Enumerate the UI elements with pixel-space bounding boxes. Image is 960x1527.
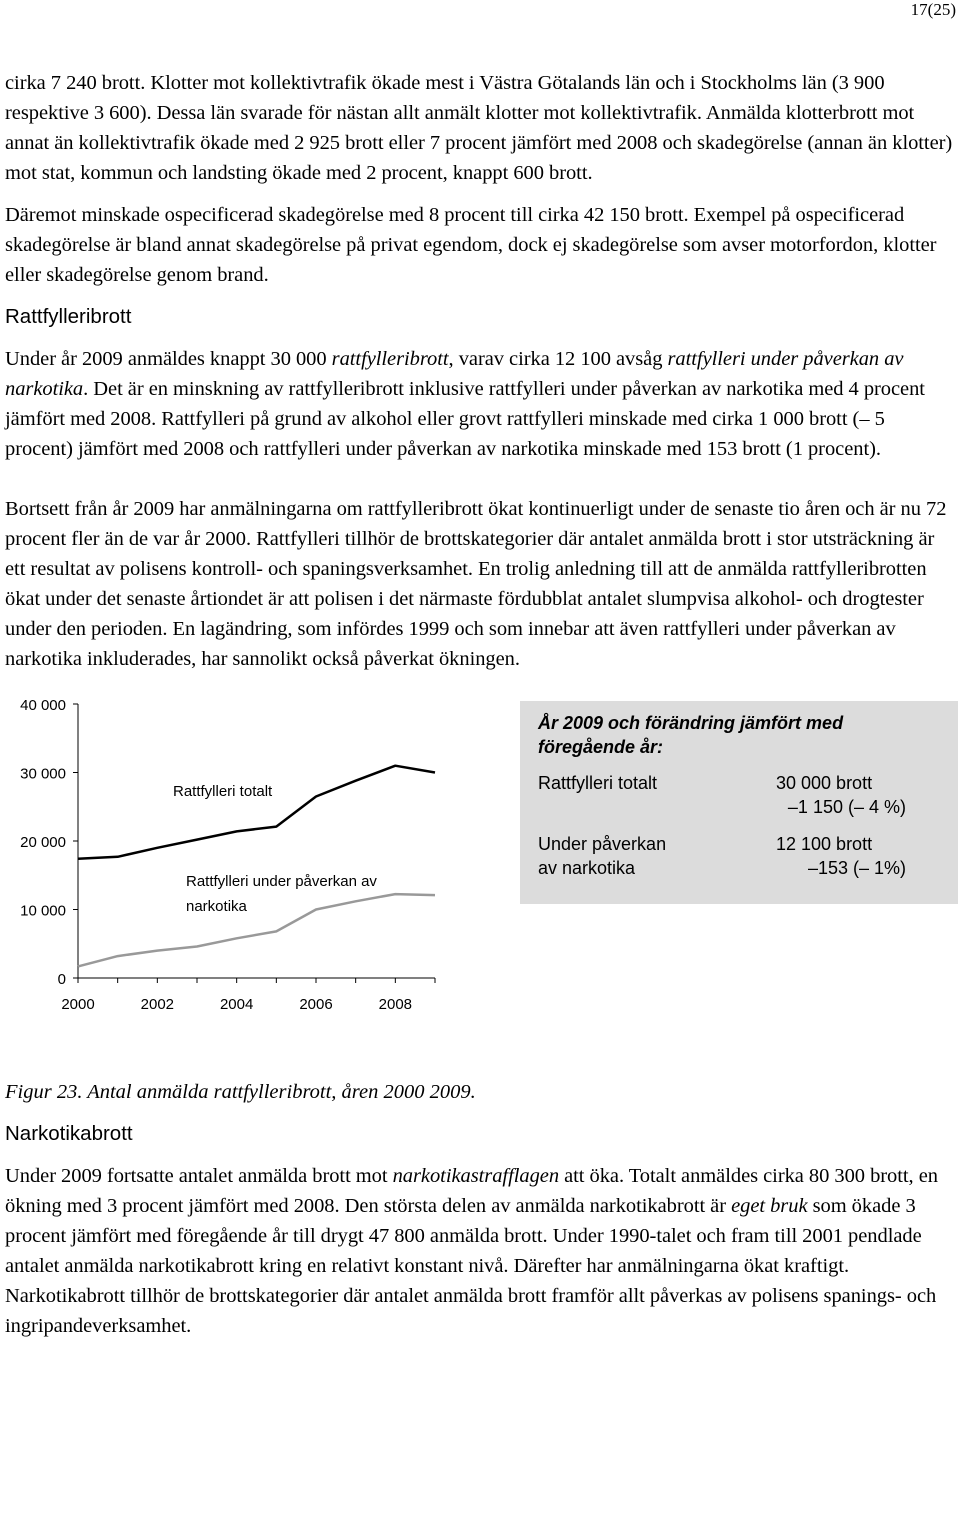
series-annotation: Rattfylleri totalt [173, 783, 273, 800]
info-row2-label-line2: av narkotika [538, 858, 636, 878]
info-box [520, 701, 958, 904]
info-row1-change: –1 150 (– 4 %) [787, 797, 906, 817]
term-eget-bruk: eget bruk [731, 1195, 808, 1217]
term-rattfylleribrott: rattfylleribrott [331, 348, 449, 370]
series-annotation: narkotika [186, 898, 247, 915]
document-body [5, 68, 953, 1341]
figure-rattfylleri [5, 698, 953, 1073]
x-tick-label: 2004 [219, 996, 254, 1013]
y-tick-label: 30 000 [20, 765, 66, 783]
info-row2-change: –153 (– 1%) [807, 858, 906, 878]
paragraph-rattfylleri-1: Under år 2009 anmäldes knappt 30 000 rattfylleribrott, varav cirka 12 100 avsåg rattfylleri under påverkan av narkotika. Det är en minskning av rattfylleribrott inklusive rattfylleri under påverkan av narkotika med 4 procent jämfört med 2008. Rattfylleri på grund av alkohol eller grovt rattfylleri minskade med cirka 1 000 brott (– 5 procent) jämfört med 2008 och rattfylleri under påverkan av narkotika minskade med 153 brott (1 procent). [5, 348, 925, 460]
series-line-0 [78, 766, 435, 859]
term-narkotikastrafflagen: narkotikastrafflagen [392, 1165, 560, 1187]
figure-caption: Figur 23. Antal anmälda rattfylleribrott, åren 2000 2009. [5, 1081, 476, 1103]
info-row1-label: Rattfylleri totalt [538, 773, 658, 793]
line-chart [0, 698, 440, 1028]
series-annotation: Rattfylleri under påverkan av [186, 873, 377, 890]
y-tick-label: 0 [57, 971, 66, 988]
y-tick-label: 20 000 [20, 834, 66, 851]
info-row1-value: 30 000 brott [776, 773, 873, 793]
x-tick-label: 2000 [61, 996, 95, 1013]
info-row2-label-line1: Under påverkan [538, 834, 667, 854]
paragraph-skadegorelse: Däremot minskade ospecificerad skadegörelse med 8 procent till cirka 42 150 brott. Exempel på ospecificerad skadegörelse är bland annat skadegörelse på privat egendom, dock ej skadegörelse som avser motorfordon, klotter eller skadegörelse genom brand. [5, 204, 937, 286]
heading-narkotikabrott: Narkotikabrott [5, 1122, 133, 1145]
paragraph-narkotika: Under 2009 fortsatte antalet anmälda brott mot narkotikastrafflagen att öka. Totalt anmäldes cirka 80 300 brott, en ökning med 3 procent jämfört med 2008. Den största delen av anmälda narkotikabrott är eget bruk som ökade 3 procent jämfört med föregående år till drygt 47 800 anmälda brott. Under 1990-talet och fram till 2001 pendlade antalet anmälda narkotikabrott kring en relativt konstant nivå. Därefter har anmälningarna ökat kraftigt. Narkotikabrott tillhör de brottskategorier där antalet anmälda brott framför allt påverkas av polisens spanings- och ingripandeverksamhet. [5, 1165, 938, 1337]
x-tick-label: 2002 [140, 996, 175, 1013]
info-box-title: År 2009 och förändring jämfört med föregående år: [538, 713, 844, 757]
x-tick-label: 2008 [378, 996, 413, 1013]
y-tick-label: 40 000 [20, 698, 66, 714]
heading-rattfylleribrott: Rattfylleribrott [5, 305, 132, 328]
y-tick-label: 10 000 [20, 902, 66, 920]
info-row2-value: 12 100 brott [776, 834, 873, 854]
term-narkotika-rattfylleri: rattfylleri under påverkan av narkotika [5, 348, 904, 400]
x-tick-label: 2006 [299, 996, 333, 1013]
series-line-1 [78, 894, 435, 966]
paragraph-klotter: cirka 7 240 brott. Klotter mot kollektivtrafik ökade mest i Västra Götalands län och i Stockholms län (3 900 respektive 3 600). Dessa län svarade för nästan allt anmält klotter mot kollektivtrafik. Anmälda klotterbrott mot annat än kollektivtrafik ökade med 2 925 brott eller 7 procent jämfört med 2008 och skadegörelse (annan än klotter) mot stat, kommun och landsting ökade med 2 procent, knappt 600 brott. [5, 72, 953, 184]
page-number: 17(25) [910, 0, 956, 19]
paragraph-rattfylleri-2: Bortsett från år 2009 har anmälningarna om rattfylleribrott ökat kontinuerligt under de senaste tio åren och är nu 72 procent fler än de var år 2000. Rattfylleri tillhör de brottskategorier där antalet anmälda brott i stor utsträckning är ett resultat av polisens kontroll- och spaningsverksamhet. En trolig anledning till att de anmälda rattfylleribrotten ökat under det senaste årtiondet är att polisen i det närmaste fördubblat antalet slumpvisa alkohol- och drogtester under den perioden. En lagändring, som infördes 1999 och som innebar att även rattfylleri under påverkan av narkotika inkluderades, har sannolikt också påverkat ökningen. [5, 498, 947, 670]
